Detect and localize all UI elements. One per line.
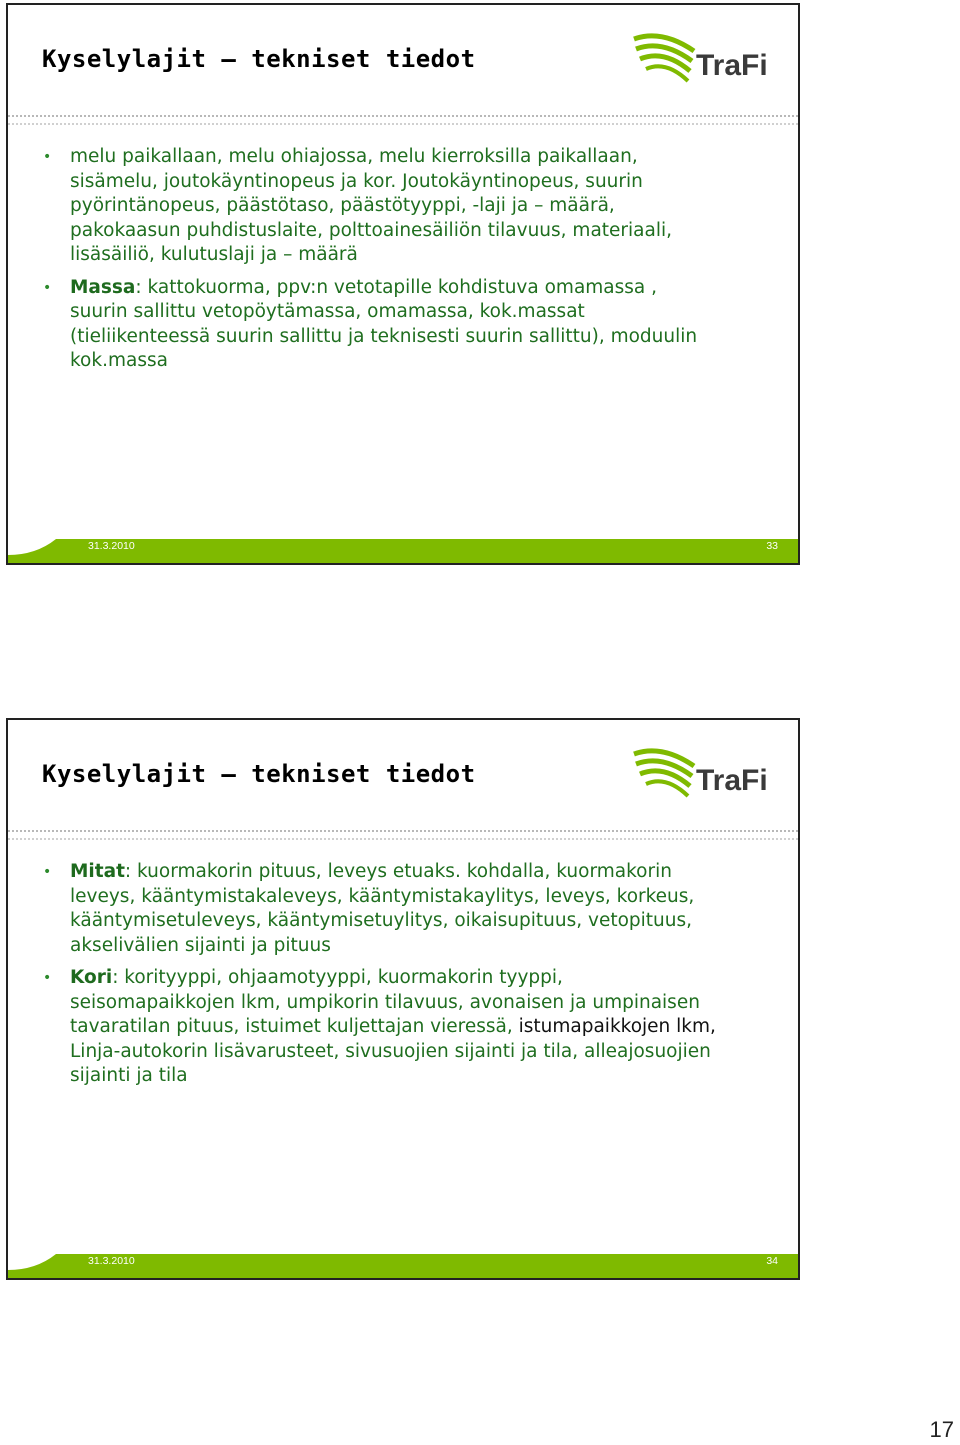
list-item bbox=[30, 966, 720, 1089]
trafi-logo bbox=[632, 29, 772, 91]
bullet-term: Mitat bbox=[70, 861, 125, 882]
bullet-text: Linja-autokorin lisävarusteet, sivusuojien sijainti ja tila, alleajosuojien sijainti ja tila bbox=[70, 1040, 711, 1086]
list-item bbox=[30, 860, 720, 958]
slide-title: Kyselylajit – tekniset tiedot bbox=[42, 760, 476, 788]
bullet-text: : korityyppi, ohjaamotyyppi, kuormakorin tyyppi, seisomapaikkojen lkm, umpikorin tilavuus, avonaisen ja umpinaisen tavaratilan pituus, istuimet kuljettajan vieressä, bbox=[70, 967, 700, 1037]
bullet-text: melu paikallaan, melu ohiajossa, melu kierroksilla paikallaan, sisämelu, joutokäyntinopeus ja kor. Joutokäyntinopeus, suurin pyörintänopeus, päästötaso, päästötyyppi, -laji ja – määrä, pakokaasun puhdistuslaite, polttoainesäiliön tilavuus, materiaali, lisäsäiliö, kulutuslaji ja – määrä bbox=[70, 146, 672, 265]
title-divider bbox=[8, 115, 798, 125]
sheet-page-number: 17 bbox=[929, 1417, 954, 1442]
bullet-icon: • bbox=[43, 970, 52, 986]
footer-date: 31.3.2010 bbox=[88, 540, 135, 552]
footer-page-number: 34 bbox=[766, 1255, 778, 1267]
bullet-icon: • bbox=[43, 864, 52, 880]
bullet-text: : kattokuorma, ppv:n vetotapille kohdistuva omamassa , suurin sallittu vetopöytämassa, omamassa, kok.massat (tieliikenteessä suurin sallittu ja teknisesti suurin sallittu), moduulin kok.massa bbox=[70, 276, 698, 371]
bullet-text-emphasis: istumapaikkojen lkm, bbox=[518, 1016, 716, 1037]
logo-text: TraFi bbox=[696, 764, 768, 797]
logo-text: TraFi bbox=[696, 49, 768, 82]
slide-34 bbox=[6, 718, 800, 1280]
bullet-term: Kori bbox=[70, 967, 113, 988]
footer-date: 31.3.2010 bbox=[88, 1255, 135, 1267]
bullet-text: : kuormakorin pituus, leveys etuaks. kohdalla, kuormakorin leveys, kääntymistakaleveys, kääntymistakaylitys, leveys, korkeus, kääntymisetuleveys, kääntymisetuylitys, oikaisupituus, vetopituus, akselivälien sijainti ja pituus bbox=[70, 861, 695, 956]
bullet-term: Massa bbox=[70, 276, 136, 298]
bullet-icon: • bbox=[43, 279, 52, 296]
bullet-list bbox=[30, 860, 720, 1097]
trafi-logo bbox=[632, 744, 772, 806]
slide-footer bbox=[8, 1240, 798, 1278]
slide-33 bbox=[6, 3, 800, 565]
bullet-icon: • bbox=[43, 149, 52, 165]
bullet-list bbox=[30, 145, 720, 382]
list-item bbox=[30, 276, 720, 374]
slide-title: Kyselylajit – tekniset tiedot bbox=[42, 45, 476, 73]
footer-page-number: 33 bbox=[766, 540, 778, 552]
list-item bbox=[30, 145, 720, 268]
title-divider bbox=[8, 830, 798, 840]
slide-footer bbox=[8, 525, 798, 563]
